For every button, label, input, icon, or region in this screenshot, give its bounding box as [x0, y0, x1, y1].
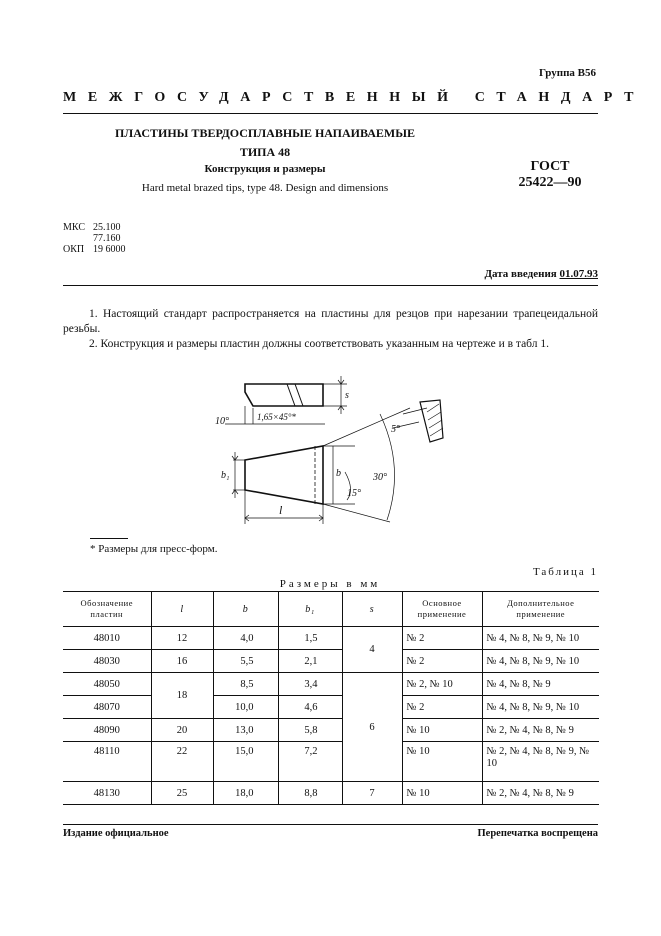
cell-code: 48050 — [63, 673, 151, 696]
intro-date-value: 01.07.93 — [559, 268, 598, 280]
cell-extra: № 4, № 8, № 9 — [482, 673, 599, 696]
table-row — [63, 650, 599, 673]
classification-block — [63, 222, 126, 255]
header-cell: Основное применение — [402, 592, 482, 627]
class-value: 19 6000 — [93, 244, 126, 255]
cell-b1: 5,8 — [278, 719, 342, 742]
cell-extra: № 2, № 4, № 8, № 9 — [482, 719, 599, 742]
cell-main: № 2 — [402, 650, 482, 673]
gost-label: ГОСТ — [530, 159, 570, 174]
cell-main: № 10 — [402, 782, 482, 805]
dim-b1-label: b₁ — [221, 470, 230, 481]
cell-l: 20 — [151, 719, 213, 742]
cell-main: № 10 — [402, 742, 482, 782]
cell-main: № 10 — [402, 719, 482, 742]
dim-l-label: l — [279, 503, 283, 517]
table-row — [63, 696, 599, 719]
cell-extra: № 4, № 8, № 9, № 10 — [482, 696, 599, 719]
intro-date-label: Дата введения — [484, 268, 557, 280]
cell-code: 48110 — [63, 742, 151, 782]
paragraph-2: 2. Конструкция и размеры пластин должны соответствовать указанным на чертеже и в табл 1. — [89, 338, 549, 350]
cell-b: 15,0 — [213, 742, 278, 782]
table-header-row — [63, 592, 599, 627]
class-label: МКС — [63, 222, 85, 233]
cell-code: 48090 — [63, 719, 151, 742]
cell-b: 18,0 — [213, 782, 278, 805]
cell-b: 8,5 — [213, 673, 278, 696]
title-line-1: ПЛАСТИНЫ ТВЕРДОСПЛАВНЫЕ НАПАИВАЕМЫЕ — [114, 126, 416, 140]
dim-s-label: s — [345, 390, 349, 401]
cell-b: 5,5 — [213, 650, 278, 673]
cell-b: 4,0 — [213, 627, 278, 650]
cell-b1: 1,5 — [278, 627, 342, 650]
header-cell: l — [151, 592, 213, 627]
cell-extra: № 4, № 8, № 9, № 10 — [482, 627, 599, 650]
standard-banner: МЕЖГОСУДАРСТВЕННЫЙ СТАНДАРТ — [63, 90, 646, 105]
class-value: 25.100 — [93, 222, 121, 233]
footnote-rule — [90, 538, 128, 539]
cell-s: 7 — [342, 782, 402, 805]
group-code: Группа В56 — [538, 67, 596, 79]
cell-s: 6 — [342, 673, 402, 782]
reprint-note: Перепечатка воспрещена — [477, 828, 598, 839]
dimensions-table — [63, 591, 599, 805]
paragraph-1: 1. Настоящий стандарт распространяется на пластины для резцов при нарезании трапецеидальной резьбы. — [63, 308, 598, 335]
cell-b1: 4,6 — [278, 696, 342, 719]
header-cell: Обозначение пластин — [63, 592, 151, 627]
title-english: Hard metal brazed tips, type 48. Design and dimensions — [141, 182, 389, 194]
cell-code: 48030 — [63, 650, 151, 673]
cell-extra: № 4, № 8, № 9, № 10 — [482, 650, 599, 673]
cell-extra: № 2, № 4, № 8, № 9 — [482, 782, 599, 805]
cell-l: 22 — [151, 742, 213, 782]
angle-30-label: 30° — [373, 472, 387, 483]
tip-drawing — [205, 372, 465, 532]
cell-l: 18 — [151, 673, 213, 719]
edition-note: Издание официальное — [63, 828, 169, 839]
cell-code: 48130 — [63, 782, 151, 805]
cell-code: 48010 — [63, 627, 151, 650]
cell-b1: 7,2 — [278, 742, 342, 782]
angle-15-label: 15° — [347, 488, 361, 499]
angle-10-label: 10° — [215, 416, 229, 427]
class-label: ОКП — [63, 244, 85, 255]
cell-l: 25 — [151, 782, 213, 805]
title-line-3: Конструкция и размеры — [204, 163, 326, 175]
table-row — [63, 673, 599, 696]
table-units: Размеры в мм — [279, 578, 381, 590]
intro-date — [380, 268, 598, 280]
header-cell: s — [342, 592, 402, 627]
cell-code: 48070 — [63, 696, 151, 719]
cell-b1: 2,1 — [278, 650, 342, 673]
cell-s: 4 — [342, 627, 402, 673]
table-row — [63, 719, 599, 742]
cell-b1: 8,8 — [278, 782, 342, 805]
footnote: * Размеры для пресс-форм. — [90, 543, 218, 555]
gost-number: 25422—90 — [518, 175, 582, 190]
cell-l: 16 — [151, 650, 213, 673]
cell-b: 13,0 — [213, 719, 278, 742]
bottom-rule — [63, 824, 598, 825]
table-row — [63, 627, 599, 650]
cell-main: № 2 — [402, 627, 482, 650]
header-cell: Дополнительное применение — [482, 592, 599, 627]
table-row — [63, 782, 599, 805]
cell-main: № 2 — [402, 696, 482, 719]
table-row — [63, 742, 599, 782]
chamfer-label: 1,65×45°* — [257, 412, 296, 422]
title-line-2: ТИПА 48 — [239, 145, 291, 159]
cell-b: 10,0 — [213, 696, 278, 719]
cell-l: 12 — [151, 627, 213, 650]
cell-main: № 2, № 10 — [402, 673, 482, 696]
class-value: 77.160 — [93, 233, 121, 244]
angle-5-label: 5° — [391, 424, 400, 435]
cell-b1: 3,4 — [278, 673, 342, 696]
dim-b-label: b — [336, 468, 341, 479]
cell-extra: № 2, № 4, № 8, № 9, № 10 — [482, 742, 599, 782]
table-label: Таблица 1 — [532, 566, 598, 578]
date-rule — [63, 285, 598, 286]
header-cell: b — [213, 592, 278, 627]
top-rule — [63, 113, 598, 114]
header-cell: b₁ — [278, 592, 342, 627]
